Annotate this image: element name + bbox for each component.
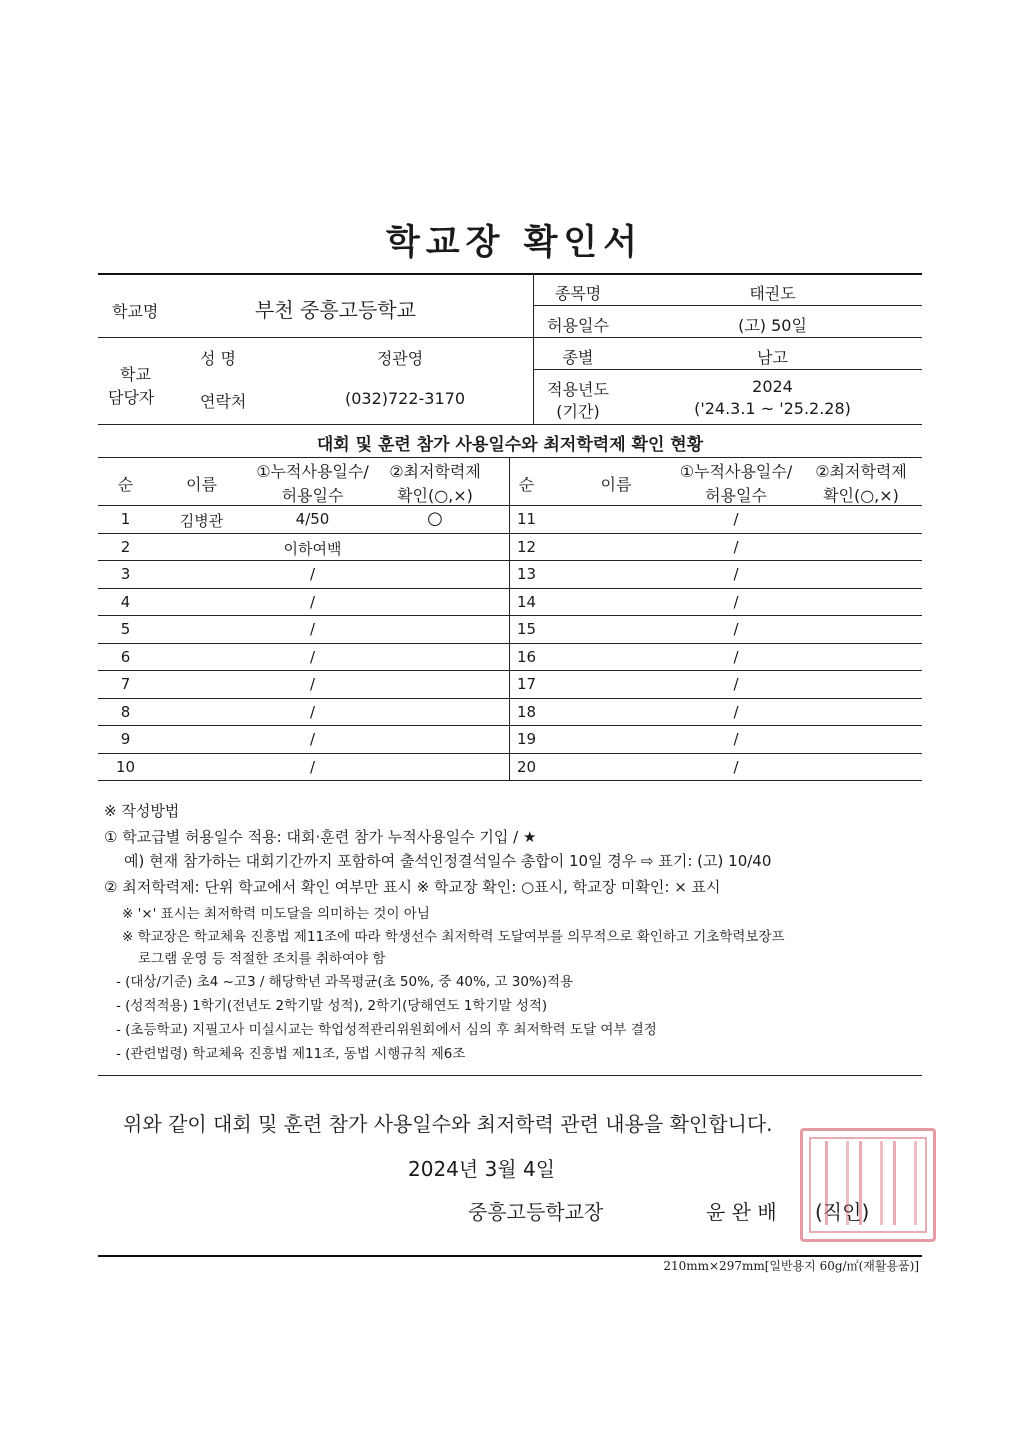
row-number: 9: [120, 730, 131, 748]
rule: [98, 424, 922, 425]
row-days: /: [309, 730, 316, 748]
row-days: /: [309, 620, 316, 638]
row-check: ○: [427, 508, 443, 529]
row-days: 4/50: [295, 510, 330, 528]
principal-title: 중흥고등학교장: [468, 1200, 604, 1224]
header-name: 이름: [186, 475, 217, 494]
header-days: 허용일수: [281, 486, 344, 505]
row-number: 20: [516, 757, 537, 776]
row-number: 11: [516, 510, 537, 528]
status-title: 대회 및 훈련 참가 사용일수와 최저학력제 확인 현황: [316, 435, 704, 455]
row-days: /: [733, 620, 739, 638]
header-no: 순: [518, 475, 535, 494]
note-2-sub: ※ 학교장은 학교체육 진흥법 제11조에 따라 학생선수 최저학력 도달여부를 의무적으로 확인하고 기초학력보장프: [122, 929, 785, 945]
header-check: 확인(○,×): [397, 486, 473, 505]
row-number: 13: [516, 565, 537, 583]
row-number: 8: [120, 702, 131, 721]
principal-name: 윤 완 배: [706, 1200, 777, 1224]
row-days: /: [733, 565, 739, 583]
header-check: 확인(○,×): [823, 486, 899, 505]
row-days: /: [733, 510, 739, 528]
note-1: ① 학교급별 허용일수 적용: 대회·훈련 참가 누적사용일수 기입 / ★: [104, 828, 537, 846]
row-days: /: [309, 592, 316, 611]
gender-value: 남고: [757, 348, 788, 367]
row-number: 14: [516, 592, 537, 611]
row-number: 19: [516, 730, 537, 748]
row-days: /: [309, 757, 316, 776]
row-days: /: [733, 702, 739, 721]
row-days: /: [309, 565, 316, 583]
manager-label: 담당자: [108, 388, 155, 407]
sport-value: 태권도: [749, 284, 796, 303]
row-number: 3: [120, 565, 131, 583]
year-label: (기간): [556, 402, 600, 421]
gender-label: 종별: [562, 348, 594, 367]
rule: [533, 305, 922, 306]
paper-spec-footer: 210mm×297mm[일반용지 60g/㎡(재활용품)]: [663, 1259, 919, 1273]
row-days: /: [733, 592, 739, 611]
note-detail: - (대상/기준) 초4 ~고3 / 해당학년 과목평균(초 50%, 중 40%, 고 30%)적용: [116, 974, 574, 990]
row-number: 17: [516, 675, 537, 693]
row-days: /: [733, 730, 739, 748]
note-detail: - (초등학교) 지필고사 미실시교는 학업성적관리위원회에서 심의 후 최저학력 도달 여부 결정: [116, 1022, 657, 1038]
row-days: /: [733, 647, 739, 666]
header-days: ①누적사용일수/: [256, 462, 369, 481]
row-number: 7: [120, 675, 131, 693]
rule: [533, 369, 922, 370]
contact-label: 연락처: [200, 392, 247, 411]
table-row-rule: [98, 753, 922, 754]
table-row-rule: [98, 588, 922, 589]
rule: [98, 457, 922, 458]
header-days: ①누적사용일수/: [679, 462, 793, 481]
confirm-statement: 위와 같이 대회 및 훈련 참가 사용일수와 최저학력 관련 내용을 확인합니다.: [123, 1112, 773, 1136]
note-2-sub: 로그램 운영 등 적절한 조치를 취하여야 함: [138, 951, 386, 967]
confirm-date: 2024년 3월 4일: [408, 1157, 556, 1181]
note-2-sub: ※ '×' 표시는 최저학력 미도달을 의미하는 것이 아님: [122, 906, 430, 922]
note-1-example: 예) 현재 참가하는 대회기간까지 포함하여 출석인정결석일수 총합이 10일 경우 ⇨ 표기: (고) 10/40: [124, 852, 772, 870]
table-row-rule: [98, 643, 922, 644]
table-row-rule: [98, 533, 922, 534]
table-row-rule: [98, 560, 922, 561]
header-check: ②최저학력제: [389, 462, 481, 481]
document-title: 학교장 확인서: [385, 223, 644, 263]
rule: [98, 1075, 922, 1076]
row-name: 김병관: [179, 512, 224, 530]
row-number: 4: [120, 592, 131, 611]
row-number: 16: [516, 647, 537, 666]
note-2: ② 최저학력제: 단위 학교에서 확인 여부만 표시 ※ 학교장 확인: ○표시, 학교장 미확인: × 표시: [104, 878, 721, 896]
period-value: ('24.3.1 ~ '25.2.28): [694, 399, 851, 418]
header-no: 순: [117, 475, 134, 494]
rule: [98, 780, 922, 781]
header-days: 허용일수: [705, 486, 767, 505]
rule: [98, 337, 922, 338]
manager-label: 학교: [120, 365, 151, 384]
seal-label: (직인): [815, 1200, 870, 1224]
days-value: (고) 50일: [738, 316, 807, 335]
header-check: ②최저학력제: [815, 462, 907, 481]
row-days: /: [309, 702, 316, 721]
row-days: /: [733, 675, 739, 693]
table-row-rule: [98, 698, 922, 699]
sport-label: 종목명: [554, 284, 602, 303]
row-number: 12: [516, 537, 537, 556]
name-label: 성 명: [200, 349, 236, 368]
school-value: 부천 중흥고등학교: [255, 298, 416, 322]
contact-value: (032)722-3170: [344, 389, 466, 408]
row-days: 이하여백: [283, 539, 342, 558]
official-seal-stamp: [800, 1128, 936, 1242]
days-label: 허용일수: [547, 316, 609, 335]
row-number: 15: [516, 620, 537, 638]
name-value: 정관영: [376, 349, 424, 368]
row-number: 1: [120, 510, 131, 528]
row-number: 5: [120, 620, 131, 638]
note-detail: - (성적적용) 1학기(전년도 2학기말 성적), 2학기(당해연도 1학기말 성적): [116, 998, 548, 1014]
row-number: 18: [516, 702, 537, 721]
year-label: 적용년도: [547, 380, 609, 399]
note-detail: - (관련법령) 학교체육 진흥법 제11조, 동법 시행규칙 제6조: [116, 1046, 466, 1062]
row-days: /: [733, 537, 739, 556]
header-name: 이름: [600, 475, 632, 494]
notes-heading: ※ 작성방법: [104, 802, 180, 820]
row-number: 10: [115, 757, 136, 776]
row-number: 2: [120, 537, 131, 556]
table-row-rule: [98, 725, 922, 726]
row-days: /: [309, 647, 316, 666]
school-label: 학교명: [112, 302, 159, 321]
year-value: 2024: [752, 377, 793, 396]
table-row-rule: [98, 670, 922, 671]
table-row-rule: [98, 615, 922, 616]
rule: [98, 273, 922, 275]
row-days: /: [309, 675, 316, 693]
row-days: /: [733, 757, 739, 776]
row-number: 6: [120, 647, 131, 666]
